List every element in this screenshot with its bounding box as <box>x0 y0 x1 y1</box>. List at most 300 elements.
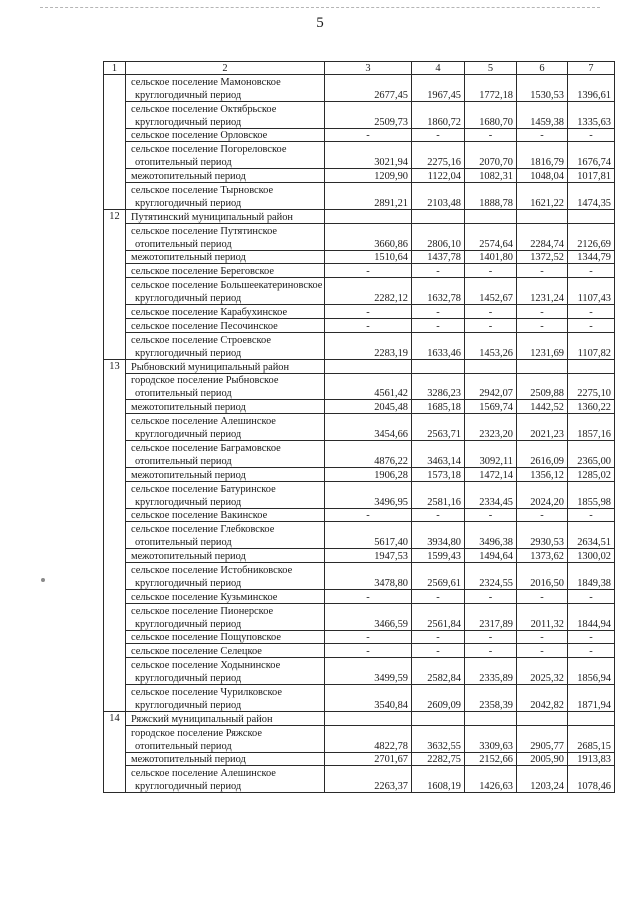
period-row <box>104 250 615 264</box>
value-cell: 1816,79 <box>517 155 568 168</box>
value-cell <box>412 563 465 576</box>
value-cell <box>465 101 517 114</box>
value-cell: 1107,82 <box>568 346 615 359</box>
value-cell: 1356,12 <box>517 467 568 481</box>
value-cell <box>465 278 517 291</box>
settlement-name: сельское поселение Ходынинское <box>126 658 325 671</box>
value-cell <box>465 142 517 155</box>
value-cell: - <box>568 644 615 658</box>
settlement-name: сельское поселение Большеекатериновское <box>126 278 325 291</box>
value-cell: 1599,43 <box>412 549 465 563</box>
value-cell: 2365,00 <box>568 454 615 467</box>
value-cell <box>568 332 615 345</box>
value-cell: - <box>412 264 465 278</box>
value-cell: 1082,31 <box>465 169 517 183</box>
value-cell: 2005,90 <box>517 752 568 766</box>
value-cell: - <box>325 589 412 603</box>
value-cell <box>325 332 412 345</box>
value-cell: - <box>517 319 568 333</box>
settlement-name: сельское поселение Истобниковское <box>126 563 325 576</box>
value-cell: 2042,82 <box>517 698 568 711</box>
period-label: межотопительный период <box>126 549 325 563</box>
value-cell <box>412 332 465 345</box>
value-cell: 2509,73 <box>325 115 412 128</box>
value-cell: 1209,90 <box>325 169 412 183</box>
value-cell: 2609,09 <box>412 698 465 711</box>
value-cell: 2282,75 <box>412 752 465 766</box>
value-cell: 1967,45 <box>412 88 465 101</box>
value-cell <box>412 278 465 291</box>
value-cell: - <box>568 630 615 644</box>
value-cell <box>517 522 568 535</box>
value-cell: - <box>412 128 465 142</box>
settlement-name: городское поселение Ряжское <box>126 725 325 738</box>
settlement-row-empty <box>104 128 615 142</box>
period-label: отопительный период <box>126 454 325 467</box>
period-row <box>104 698 615 711</box>
value-cell <box>517 332 568 345</box>
settlement-row <box>104 223 615 236</box>
value-cell: 1344,79 <box>568 250 615 264</box>
value-cell <box>325 563 412 576</box>
value-cell: 2701,67 <box>325 752 412 766</box>
value-cell <box>465 658 517 671</box>
value-cell: 1530,53 <box>517 88 568 101</box>
value-cell: 3496,95 <box>325 495 412 508</box>
value-cell: 1608,19 <box>412 779 465 792</box>
value-cell <box>412 766 465 779</box>
value-cell: 1474,35 <box>568 196 615 209</box>
value-cell <box>412 441 465 454</box>
value-cell: 1888,78 <box>465 196 517 209</box>
settlement-name: сельское поселение Селецкое <box>126 644 325 658</box>
value-cell: 1947,53 <box>325 549 412 563</box>
settlement-name: сельское поселение Строевское <box>126 332 325 345</box>
period-row <box>104 454 615 467</box>
settlement-row-empty <box>104 319 615 333</box>
value-cell: 2634,51 <box>568 535 615 548</box>
value-cell: - <box>568 305 615 319</box>
value-cell: 5617,40 <box>325 535 412 548</box>
value-cell: - <box>465 508 517 522</box>
value-cell: 1855,98 <box>568 495 615 508</box>
value-cell: - <box>325 319 412 333</box>
value-cell <box>517 685 568 698</box>
period-label: круглогодичный период <box>126 576 325 589</box>
period-row <box>104 779 615 792</box>
settlement-row-empty <box>104 630 615 644</box>
value-cell: 1401,80 <box>465 250 517 264</box>
value-cell: 1426,63 <box>465 779 517 792</box>
value-cell: 4561,42 <box>325 386 412 399</box>
period-label: круглогодичный период <box>126 779 325 792</box>
value-cell: - <box>412 319 465 333</box>
section-number: 14 <box>104 711 126 792</box>
settlement-row-empty <box>104 589 615 603</box>
value-cell <box>517 223 568 236</box>
value-cell <box>325 373 412 386</box>
value-cell: - <box>465 644 517 658</box>
value-cell: 2942,07 <box>465 386 517 399</box>
value-cell <box>412 603 465 616</box>
value-cell: 1856,94 <box>568 671 615 684</box>
period-label: круглогодичный период <box>126 115 325 128</box>
value-cell <box>325 441 412 454</box>
settlement-row <box>104 563 615 576</box>
value-cell: 2581,16 <box>412 495 465 508</box>
value-cell: - <box>568 264 615 278</box>
value-cell: - <box>412 589 465 603</box>
section-number <box>104 75 126 210</box>
period-label: круглогодичный период <box>126 617 325 630</box>
value-cell <box>465 522 517 535</box>
period-label: отопительный период <box>126 739 325 752</box>
value-cell: 1913,83 <box>568 752 615 766</box>
value-cell <box>465 766 517 779</box>
value-cell <box>517 441 568 454</box>
settlement-name: сельское поселение Орловское <box>126 128 325 142</box>
settlement-row <box>104 603 615 616</box>
value-cell <box>465 441 517 454</box>
column-header: 2 <box>126 62 325 75</box>
value-cell: 3309,63 <box>465 739 517 752</box>
value-cell: 3286,23 <box>412 386 465 399</box>
district-name: Ряжский муниципальный район <box>126 711 325 725</box>
value-cell: 1772,18 <box>465 88 517 101</box>
value-cell <box>412 359 465 373</box>
value-cell: 2574,64 <box>465 237 517 250</box>
period-row <box>104 386 615 399</box>
value-cell <box>325 685 412 698</box>
value-cell <box>465 563 517 576</box>
value-cell: 1231,69 <box>517 346 568 359</box>
margin-mark <box>41 578 45 582</box>
value-cell <box>517 603 568 616</box>
value-cell <box>568 441 615 454</box>
value-cell: 1472,14 <box>465 467 517 481</box>
period-label: отопительный период <box>126 535 325 548</box>
value-cell <box>325 658 412 671</box>
settlement-name: сельское поселение Октябрьское <box>126 101 325 114</box>
value-cell <box>517 209 568 223</box>
settlement-name: сельское поселение Вакинское <box>126 508 325 522</box>
value-cell: 2045,48 <box>325 400 412 414</box>
value-cell: - <box>517 589 568 603</box>
value-cell: 1857,16 <box>568 427 615 440</box>
period-row <box>104 495 615 508</box>
value-cell: 3021,94 <box>325 155 412 168</box>
value-cell: 2024,20 <box>517 495 568 508</box>
value-cell <box>465 603 517 616</box>
value-cell <box>568 711 615 725</box>
period-row <box>104 576 615 589</box>
value-cell: - <box>517 630 568 644</box>
column-header: 5 <box>465 62 517 75</box>
value-cell: - <box>517 644 568 658</box>
value-cell <box>568 766 615 779</box>
value-cell <box>517 711 568 725</box>
period-label: круглогодичный период <box>126 291 325 304</box>
settlement-row <box>104 101 615 114</box>
settlement-row <box>104 183 615 196</box>
period-label: межотопительный период <box>126 467 325 481</box>
value-cell: 2283,19 <box>325 346 412 359</box>
period-label: круглогодичный период <box>126 88 325 101</box>
value-cell <box>465 373 517 386</box>
value-cell: 1285,02 <box>568 467 615 481</box>
value-cell <box>325 481 412 494</box>
value-cell <box>517 725 568 738</box>
value-cell: - <box>465 319 517 333</box>
period-row <box>104 535 615 548</box>
value-cell: - <box>465 128 517 142</box>
period-label: межотопительный период <box>126 752 325 766</box>
value-cell: - <box>325 508 412 522</box>
value-cell: 3478,80 <box>325 576 412 589</box>
value-cell: - <box>325 128 412 142</box>
value-cell: - <box>412 644 465 658</box>
period-label: круглогодичный период <box>126 671 325 684</box>
value-cell: 4822,78 <box>325 739 412 752</box>
page-top-rule <box>40 7 600 8</box>
settlement-row <box>104 685 615 698</box>
value-cell: 2323,20 <box>465 427 517 440</box>
value-cell: - <box>465 630 517 644</box>
value-cell: 2126,69 <box>568 237 615 250</box>
value-cell <box>325 142 412 155</box>
settlement-row <box>104 481 615 494</box>
period-label: межотопительный период <box>126 250 325 264</box>
value-cell <box>517 766 568 779</box>
period-label: межотопительный период <box>126 400 325 414</box>
district-row <box>104 711 615 725</box>
value-cell <box>568 658 615 671</box>
period-row <box>104 237 615 250</box>
period-row <box>104 671 615 684</box>
period-label: круглогодичный период <box>126 196 325 209</box>
value-cell <box>412 142 465 155</box>
value-cell: 2509,88 <box>517 386 568 399</box>
value-cell: 2152,66 <box>465 752 517 766</box>
value-cell <box>412 685 465 698</box>
value-cell: 1048,04 <box>517 169 568 183</box>
settlement-name: сельское поселение Глебковское <box>126 522 325 535</box>
value-cell: 1459,38 <box>517 115 568 128</box>
value-cell <box>412 711 465 725</box>
value-cell <box>325 278 412 291</box>
value-cell <box>465 685 517 698</box>
value-cell <box>568 373 615 386</box>
settlement-name: сельское поселение Пионерское <box>126 603 325 616</box>
district-name: Рыбновский муниципальный район <box>126 359 325 373</box>
period-label: круглогодичный период <box>126 495 325 508</box>
value-cell <box>568 142 615 155</box>
value-cell <box>325 101 412 114</box>
column-header: 6 <box>517 62 568 75</box>
settlement-row <box>104 522 615 535</box>
settlement-name: сельское поселение Тырновское <box>126 183 325 196</box>
value-cell: 3092,11 <box>465 454 517 467</box>
value-cell <box>465 481 517 494</box>
settlement-row <box>104 373 615 386</box>
settlement-row <box>104 278 615 291</box>
period-row <box>104 549 615 563</box>
value-cell <box>325 359 412 373</box>
settlement-name: сельское поселение Погореловское <box>126 142 325 155</box>
settlement-row-empty <box>104 644 615 658</box>
period-row <box>104 617 615 630</box>
value-cell: 1453,26 <box>465 346 517 359</box>
value-cell <box>465 359 517 373</box>
value-cell: 1685,18 <box>412 400 465 414</box>
value-cell <box>568 414 615 427</box>
period-label: отопительный период <box>126 386 325 399</box>
settlement-name: сельское поселение Кузьминское <box>126 589 325 603</box>
value-cell <box>517 142 568 155</box>
column-header: 1 <box>104 62 126 75</box>
value-cell: 1107,43 <box>568 291 615 304</box>
tariff-table <box>103 61 615 793</box>
period-label: отопительный период <box>126 237 325 250</box>
value-cell <box>568 223 615 236</box>
settlement-row <box>104 75 615 88</box>
value-cell: 1632,78 <box>412 291 465 304</box>
value-cell: 2011,32 <box>517 617 568 630</box>
value-cell: 1231,24 <box>517 291 568 304</box>
value-cell <box>465 223 517 236</box>
value-cell: 1300,02 <box>568 549 615 563</box>
value-cell: - <box>517 128 568 142</box>
settlement-row-empty <box>104 264 615 278</box>
value-cell <box>325 522 412 535</box>
period-row <box>104 115 615 128</box>
period-row <box>104 88 615 101</box>
period-row <box>104 346 615 359</box>
value-cell: 1680,70 <box>465 115 517 128</box>
value-cell: 1360,22 <box>568 400 615 414</box>
value-cell: 2563,71 <box>412 427 465 440</box>
settlement-row <box>104 766 615 779</box>
value-cell <box>412 209 465 223</box>
value-cell <box>325 603 412 616</box>
value-cell: 1372,52 <box>517 250 568 264</box>
value-cell: 2070,70 <box>465 155 517 168</box>
value-cell <box>465 725 517 738</box>
settlement-name: сельское поселение Батуринское <box>126 481 325 494</box>
period-row <box>104 196 615 209</box>
district-name: Путятинский муниципальный район <box>126 209 325 223</box>
value-cell <box>465 183 517 196</box>
settlement-row <box>104 441 615 454</box>
value-cell <box>325 223 412 236</box>
value-cell: 1335,63 <box>568 115 615 128</box>
settlement-row <box>104 332 615 345</box>
settlement-row <box>104 725 615 738</box>
value-cell: - <box>325 264 412 278</box>
period-label: круглогодичный период <box>126 698 325 711</box>
value-cell: - <box>412 630 465 644</box>
value-cell: 2334,45 <box>465 495 517 508</box>
settlement-row-empty <box>104 305 615 319</box>
value-cell: 2021,23 <box>517 427 568 440</box>
period-label: межотопительный период <box>126 169 325 183</box>
settlement-name: сельское поселение Береговское <box>126 264 325 278</box>
district-row <box>104 359 615 373</box>
value-cell <box>517 278 568 291</box>
settlement-name: сельское поселение Чурилковское <box>126 685 325 698</box>
value-cell <box>517 183 568 196</box>
value-cell <box>412 101 465 114</box>
value-cell <box>412 223 465 236</box>
value-cell <box>325 766 412 779</box>
value-cell <box>568 563 615 576</box>
value-cell: - <box>517 508 568 522</box>
value-cell <box>465 711 517 725</box>
settlement-row <box>104 414 615 427</box>
value-cell <box>412 658 465 671</box>
value-cell <box>568 603 615 616</box>
value-cell: 1573,18 <box>412 467 465 481</box>
value-cell: 2016,50 <box>517 576 568 589</box>
value-cell <box>568 101 615 114</box>
period-row <box>104 752 615 766</box>
value-cell: 2905,77 <box>517 739 568 752</box>
period-label: отопительный период <box>126 155 325 168</box>
column-header: 3 <box>325 62 412 75</box>
value-cell: 2335,89 <box>465 671 517 684</box>
value-cell: 3463,14 <box>412 454 465 467</box>
settlement-name: сельское поселение Баграмовское <box>126 441 325 454</box>
column-header: 7 <box>568 62 615 75</box>
settlement-row <box>104 658 615 671</box>
settlement-name: сельское поселение Пощуповское <box>126 630 325 644</box>
value-cell: 1373,62 <box>517 549 568 563</box>
period-row <box>104 169 615 183</box>
value-cell: 3660,86 <box>325 237 412 250</box>
period-row <box>104 400 615 414</box>
value-cell: - <box>517 264 568 278</box>
section-number: 12 <box>104 209 126 359</box>
value-cell <box>412 522 465 535</box>
value-cell: 2282,12 <box>325 291 412 304</box>
value-cell <box>517 414 568 427</box>
value-cell: 1569,74 <box>465 400 517 414</box>
value-cell <box>465 332 517 345</box>
value-cell: 2891,21 <box>325 196 412 209</box>
value-cell <box>325 711 412 725</box>
value-cell: 1122,04 <box>412 169 465 183</box>
value-cell: 1437,78 <box>412 250 465 264</box>
value-cell <box>325 75 412 88</box>
period-row <box>104 739 615 752</box>
value-cell <box>465 209 517 223</box>
value-cell: 1442,52 <box>517 400 568 414</box>
period-row <box>104 155 615 168</box>
value-cell <box>412 725 465 738</box>
value-cell <box>412 373 465 386</box>
value-cell: 1510,64 <box>325 250 412 264</box>
value-cell <box>568 522 615 535</box>
value-cell: 1844,94 <box>568 617 615 630</box>
value-cell: 2930,53 <box>517 535 568 548</box>
value-cell <box>325 725 412 738</box>
value-cell <box>412 75 465 88</box>
value-cell <box>568 75 615 88</box>
table-body <box>104 62 615 793</box>
value-cell: 3540,84 <box>325 698 412 711</box>
value-cell: 3499,59 <box>325 671 412 684</box>
value-cell: 2317,89 <box>465 617 517 630</box>
